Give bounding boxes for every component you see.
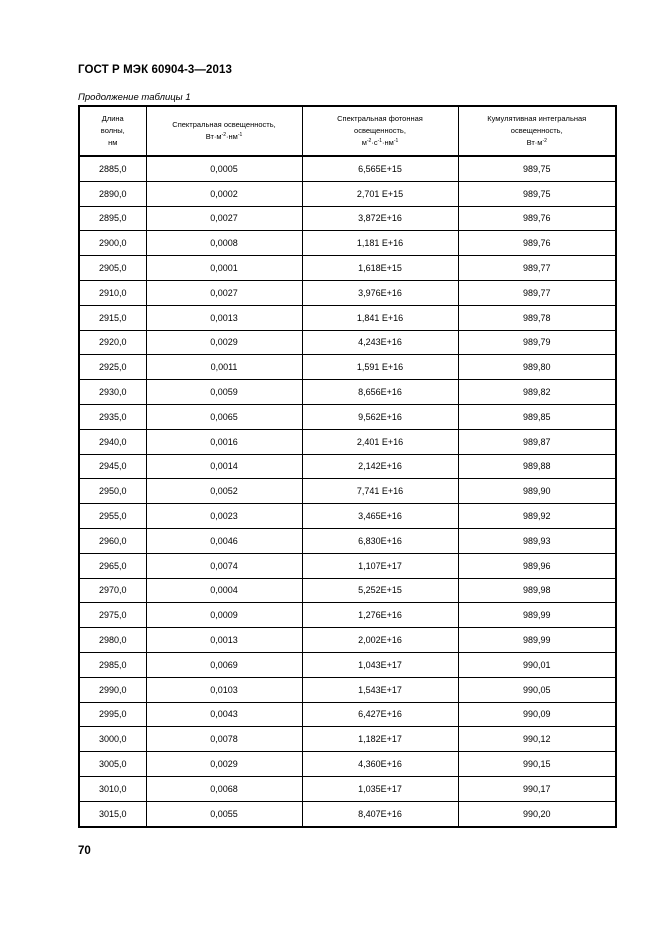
header-cumulative-unit — [459, 137, 616, 149]
cell-photon-irradiance: 1,043E+17 — [302, 652, 458, 677]
cell-cumulative-irradiance: 989,76 — [458, 206, 616, 231]
header-cumulative-line-2: освещенность, — [510, 126, 563, 135]
cell-photon-irradiance: 2,701 E+15 — [302, 181, 458, 206]
header-cumulative-line-1: Кумулятивная интегральная — [487, 114, 587, 123]
cell-wavelength: 2890,0 — [79, 181, 146, 206]
table-row — [79, 330, 616, 355]
cell-spectral-irradiance: 0,0005 — [146, 156, 302, 181]
cell-wavelength: 2925,0 — [79, 355, 146, 380]
cell-wavelength: 2985,0 — [79, 652, 146, 677]
cell-spectral-irradiance: 0,0074 — [146, 553, 302, 578]
cell-wavelength: 2960,0 — [79, 528, 146, 553]
cell-spectral-irradiance: 0,0013 — [146, 305, 302, 330]
cell-photon-irradiance: 6,427E+16 — [302, 702, 458, 727]
cell-spectral-irradiance: 0,0068 — [146, 776, 302, 801]
table-row — [79, 752, 616, 777]
cell-cumulative-irradiance: 989,98 — [458, 578, 616, 603]
cell-wavelength: 3010,0 — [79, 776, 146, 801]
table-row — [79, 677, 616, 702]
table-row — [79, 528, 616, 553]
unit-exponent: -2 — [542, 138, 547, 144]
cell-wavelength: 2895,0 — [79, 206, 146, 231]
cell-spectral-irradiance: 0,0046 — [146, 528, 302, 553]
table-row — [79, 652, 616, 677]
table-row — [79, 454, 616, 479]
unit-part: Вт·м — [205, 132, 222, 141]
table-row — [79, 305, 616, 330]
document-title: ГОСТ Р МЭК 60904-3—2013 — [78, 64, 232, 76]
header-cumulative-irradiance — [458, 106, 616, 156]
cell-cumulative-irradiance: 989,93 — [458, 528, 616, 553]
cell-spectral-irradiance: 0,0043 — [146, 702, 302, 727]
cell-cumulative-irradiance: 989,96 — [458, 553, 616, 578]
table-row — [79, 702, 616, 727]
data-table — [78, 105, 617, 828]
cell-cumulative-irradiance: 990,17 — [458, 776, 616, 801]
cell-photon-irradiance: 5,252E+15 — [302, 578, 458, 603]
cell-wavelength: 2955,0 — [79, 504, 146, 529]
table-row — [79, 231, 616, 256]
cell-spectral-irradiance: 0,0103 — [146, 677, 302, 702]
cell-photon-irradiance: 2,401 E+16 — [302, 429, 458, 454]
table-row — [79, 206, 616, 231]
table-row — [79, 181, 616, 206]
cell-photon-irradiance: 9,562E+16 — [302, 404, 458, 429]
cell-photon-irradiance: 2,002E+16 — [302, 628, 458, 653]
table-row — [79, 776, 616, 801]
unit-part: Вт·м — [526, 138, 543, 147]
cell-spectral-irradiance: 0,0004 — [146, 578, 302, 603]
cell-cumulative-irradiance: 989,77 — [458, 256, 616, 281]
cell-spectral-irradiance: 0,0029 — [146, 752, 302, 777]
cell-spectral-irradiance: 0,0016 — [146, 429, 302, 454]
cell-cumulative-irradiance: 989,99 — [458, 628, 616, 653]
table-row — [79, 727, 616, 752]
cell-spectral-irradiance: 0,0059 — [146, 380, 302, 405]
cell-spectral-irradiance: 0,0029 — [146, 330, 302, 355]
table-row — [79, 801, 616, 826]
cell-wavelength: 2975,0 — [79, 603, 146, 628]
cell-photon-irradiance: 7,741 E+16 — [302, 479, 458, 504]
header-photon-irradiance-line-2: освещенность, — [354, 126, 406, 135]
cell-cumulative-irradiance: 989,90 — [458, 479, 616, 504]
cell-photon-irradiance: 3,976E+16 — [302, 280, 458, 305]
unit-part: ·нм — [382, 138, 394, 147]
cell-spectral-irradiance: 0,0078 — [146, 727, 302, 752]
table-header-row — [79, 106, 616, 156]
header-wavelength — [79, 106, 146, 156]
cell-photon-irradiance: 1,618E+15 — [302, 256, 458, 281]
cell-spectral-irradiance: 0,0009 — [146, 603, 302, 628]
cell-photon-irradiance: 1,181 E+16 — [302, 231, 458, 256]
cell-photon-irradiance: 4,360E+16 — [302, 752, 458, 777]
header-spectral-irradiance-unit — [147, 131, 302, 143]
cell-wavelength: 2930,0 — [79, 380, 146, 405]
cell-photon-irradiance: 1,841 E+16 — [302, 305, 458, 330]
header-wavelength-line-2: волны, — [100, 126, 125, 135]
cell-photon-irradiance: 4,243E+16 — [302, 330, 458, 355]
table-row — [79, 256, 616, 281]
cell-wavelength: 2885,0 — [79, 156, 146, 181]
cell-cumulative-irradiance: 989,75 — [458, 156, 616, 181]
cell-wavelength: 3005,0 — [79, 752, 146, 777]
cell-spectral-irradiance: 0,0013 — [146, 628, 302, 653]
cell-cumulative-irradiance: 990,15 — [458, 752, 616, 777]
cell-photon-irradiance: 6,830E+16 — [302, 528, 458, 553]
cell-photon-irradiance: 2,142E+16 — [302, 454, 458, 479]
unit-exponent: -1 — [377, 138, 383, 144]
cell-spectral-irradiance: 0,0069 — [146, 652, 302, 677]
page-number: 70 — [78, 845, 91, 857]
table-row — [79, 578, 616, 603]
header-spectral-irradiance-line-1: Спектральная освещенность, — [172, 120, 276, 129]
cell-photon-irradiance: 1,276E+16 — [302, 603, 458, 628]
cell-spectral-irradiance: 0,0002 — [146, 181, 302, 206]
cell-photon-irradiance: 3,465E+16 — [302, 504, 458, 529]
table-row — [79, 504, 616, 529]
cell-wavelength: 2995,0 — [79, 702, 146, 727]
cell-cumulative-irradiance: 989,87 — [458, 429, 616, 454]
cell-cumulative-irradiance: 989,85 — [458, 404, 616, 429]
cell-spectral-irradiance: 0,0011 — [146, 355, 302, 380]
cell-wavelength: 2940,0 — [79, 429, 146, 454]
unit-exponent: -2 — [221, 132, 227, 138]
cell-cumulative-irradiance: 990,12 — [458, 727, 616, 752]
cell-cumulative-irradiance: 989,79 — [458, 330, 616, 355]
cell-wavelength: 2980,0 — [79, 628, 146, 653]
cell-cumulative-irradiance: 989,75 — [458, 181, 616, 206]
table-row — [79, 429, 616, 454]
cell-wavelength: 2910,0 — [79, 280, 146, 305]
cell-spectral-irradiance: 0,0027 — [146, 280, 302, 305]
cell-photon-irradiance: 3,872E+16 — [302, 206, 458, 231]
unit-exponent: -2 — [366, 138, 372, 144]
cell-photon-irradiance: 1,543E+17 — [302, 677, 458, 702]
table-row — [79, 553, 616, 578]
cell-wavelength: 2970,0 — [79, 578, 146, 603]
header-wavelength-line-3: нм — [108, 138, 118, 147]
cell-spectral-irradiance: 0,0027 — [146, 206, 302, 231]
cell-photon-irradiance: 6,565E+15 — [302, 156, 458, 181]
table-row — [79, 355, 616, 380]
header-spectral-irradiance — [146, 106, 302, 156]
cell-cumulative-irradiance: 989,77 — [458, 280, 616, 305]
cell-wavelength: 2965,0 — [79, 553, 146, 578]
cell-photon-irradiance: 1,107E+17 — [302, 553, 458, 578]
header-photon-irradiance — [302, 106, 458, 156]
cell-spectral-irradiance: 0,0023 — [146, 504, 302, 529]
cell-photon-irradiance: 8,407E+16 — [302, 801, 458, 826]
table-row — [79, 156, 616, 181]
cell-cumulative-irradiance: 989,92 — [458, 504, 616, 529]
cell-wavelength: 3015,0 — [79, 801, 146, 826]
cell-wavelength: 2920,0 — [79, 330, 146, 355]
cell-spectral-irradiance: 0,0065 — [146, 404, 302, 429]
cell-wavelength: 2950,0 — [79, 479, 146, 504]
cell-spectral-irradiance: 0,0052 — [146, 479, 302, 504]
table-caption: Продолжение таблицы 1 — [78, 92, 191, 103]
cell-photon-irradiance: 8,656E+16 — [302, 380, 458, 405]
table-row — [79, 380, 616, 405]
cell-wavelength: 3000,0 — [79, 727, 146, 752]
table-row — [79, 603, 616, 628]
cell-cumulative-irradiance: 990,01 — [458, 652, 616, 677]
table-row — [79, 628, 616, 653]
cell-spectral-irradiance: 0,0055 — [146, 801, 302, 826]
table-row — [79, 280, 616, 305]
cell-cumulative-irradiance: 989,99 — [458, 603, 616, 628]
header-wavelength-line-1: Длина — [101, 114, 124, 123]
cell-wavelength: 2915,0 — [79, 305, 146, 330]
cell-cumulative-irradiance: 989,82 — [458, 380, 616, 405]
cell-photon-irradiance: 1,035E+17 — [302, 776, 458, 801]
cell-wavelength: 2945,0 — [79, 454, 146, 479]
cell-photon-irradiance: 1,591 E+16 — [302, 355, 458, 380]
cell-wavelength: 2990,0 — [79, 677, 146, 702]
unit-exponent: -1 — [237, 132, 243, 138]
table-row — [79, 479, 616, 504]
cell-photon-irradiance: 1,182E+17 — [302, 727, 458, 752]
cell-spectral-irradiance: 0,0008 — [146, 231, 302, 256]
cell-wavelength: 2905,0 — [79, 256, 146, 281]
header-photon-irradiance-line-1: Спектральная фотонная — [337, 114, 423, 123]
cell-cumulative-irradiance: 989,80 — [458, 355, 616, 380]
cell-wavelength: 2935,0 — [79, 404, 146, 429]
unit-exponent: -1 — [393, 138, 399, 144]
unit-part: м — [361, 138, 367, 147]
header-photon-irradiance-unit — [303, 137, 458, 149]
cell-wavelength: 2900,0 — [79, 231, 146, 256]
table-row — [79, 404, 616, 429]
cell-cumulative-irradiance: 990,05 — [458, 677, 616, 702]
cell-cumulative-irradiance: 990,20 — [458, 801, 616, 826]
cell-spectral-irradiance: 0,0014 — [146, 454, 302, 479]
cell-cumulative-irradiance: 989,88 — [458, 454, 616, 479]
cell-spectral-irradiance: 0,0001 — [146, 256, 302, 281]
unit-part: ·нм — [226, 132, 238, 141]
unit-part: ·с — [371, 138, 378, 147]
cell-cumulative-irradiance: 989,76 — [458, 231, 616, 256]
cell-cumulative-irradiance: 990,09 — [458, 702, 616, 727]
table-body — [79, 156, 616, 827]
cell-cumulative-irradiance: 989,78 — [458, 305, 616, 330]
